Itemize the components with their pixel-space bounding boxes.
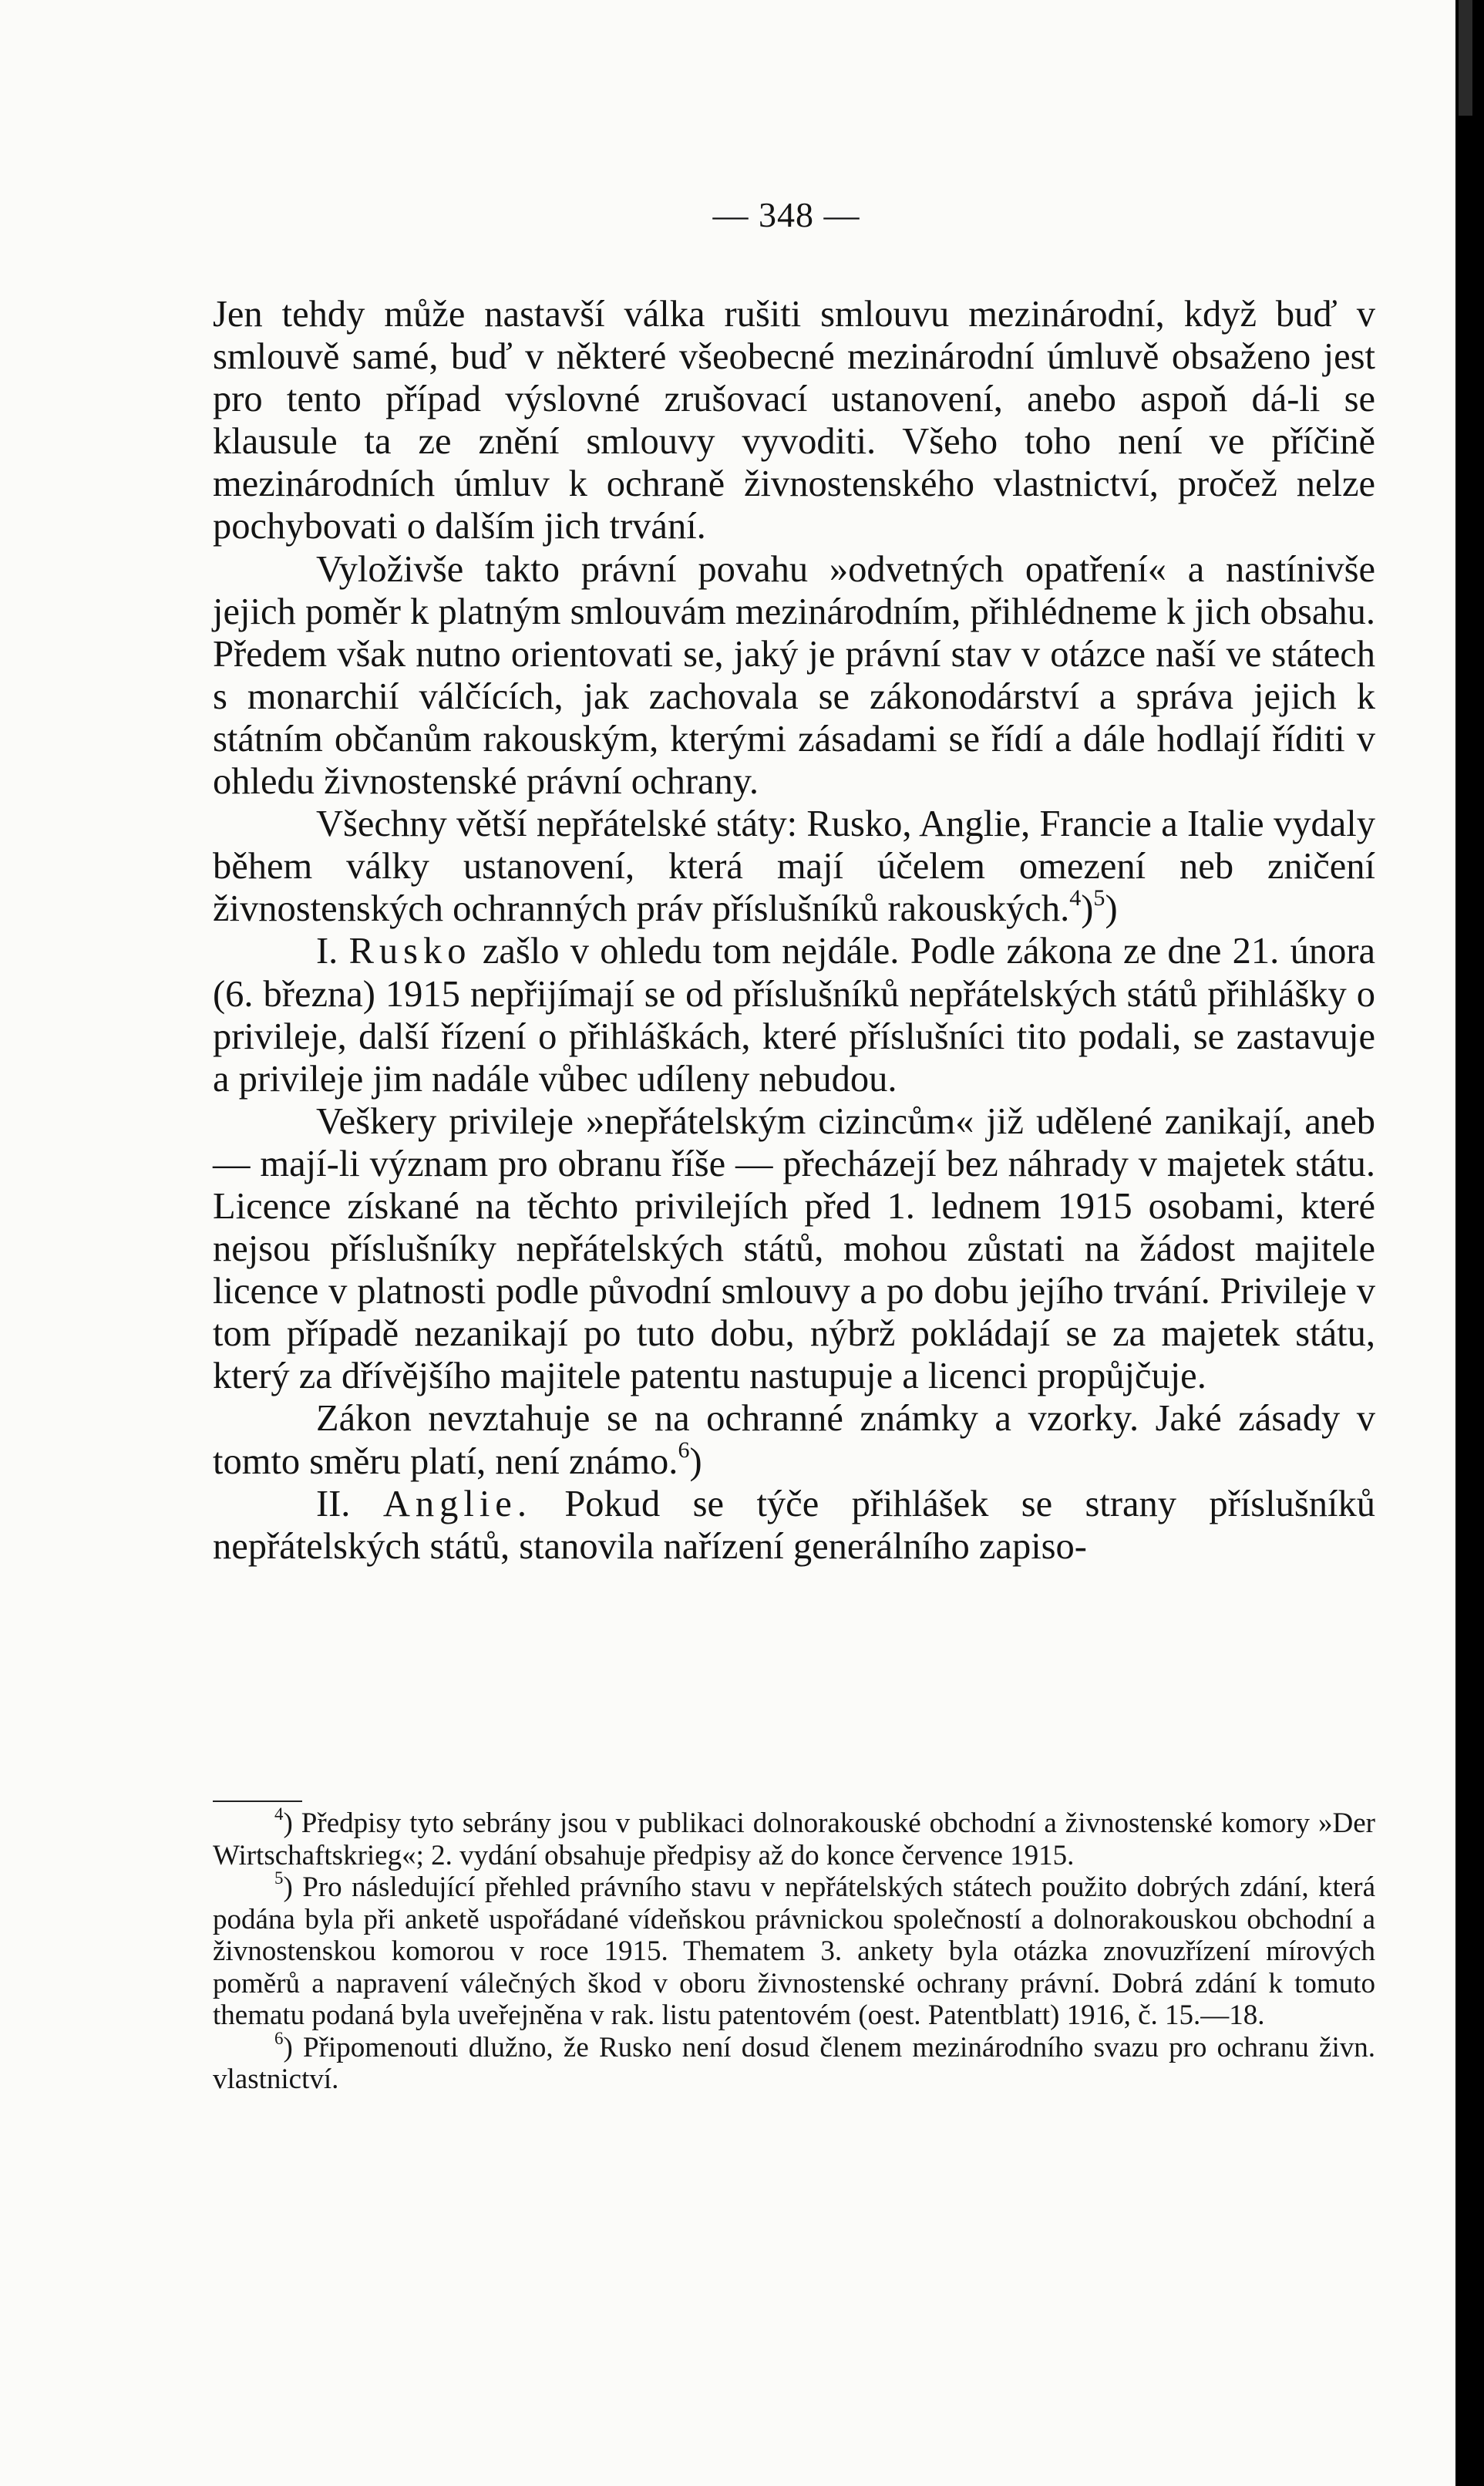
footnote-6: $^6$) Připomenouti dlužno, že Rusko není dosud členem mezinárodního svazu pro ochranu živn. vlastnictví. bbox=[213, 2028, 1375, 2095]
footnote-5-mark: 5 bbox=[274, 1868, 284, 1888]
footnote-6-mark: 6 bbox=[274, 2028, 284, 2048]
paragraph-7-text: Pokud se týče přihlášek se strany příslušníků nepřátelských států, stanovila nařízení generálního zapiso- bbox=[213, 1483, 1375, 1567]
footnote-4-mark: 4 bbox=[274, 1804, 284, 1824]
paragraph-1 bbox=[213, 293, 1375, 548]
section-name-russia: Rusko bbox=[348, 931, 472, 972]
paragraph-4-text: zašlo v ohledu tom nejdále. Podle zákona ze dne 21. února (6. března) 1915 nepřijímají se od příslušníků nepřátelských států přihlášky o privileje, další řízení o přihláškách, které příslušníci tito podali, se zastavuje a privileje jim nadále vůbec udíleny nebudou. bbox=[213, 931, 1376, 1100]
scan-edge-mark bbox=[1459, 0, 1472, 116]
paragraph-russia bbox=[213, 930, 1375, 1100]
paragraph-2 bbox=[213, 548, 1375, 803]
section-number-2: II. bbox=[316, 1483, 351, 1524]
footnotes bbox=[213, 1804, 1375, 2096]
paragraph-6-text: Zákon nevztahuje se na ochranné známky a vzorky. Jaké zásady v tomto směru platí, není známo. bbox=[213, 1398, 1375, 1482]
paragraph-5-text: Veškery privileje »nepřátelským cizincům« již udělené zanikají, aneb — mají-li význam pro obranu říše — přecházejí bez náhrady v majetek státu. Licence získané na těchto privilejích před 1. lednem 1915 osobami, které nejsou příslušníky nepřátelských států, mohou zůstati na žádost majitele licence v platnosti podle původní smlouvy a po dobu jejího trvání. Privileje v tom případě nezanikají po tuto dobu, nýbrž pokládají se za majetek státu, který za dřívějšího majitele patentu nastupuje a licenci propůjčuje. bbox=[213, 1100, 1375, 1397]
paragraph-england bbox=[213, 1483, 1375, 1568]
section-number-1: I. bbox=[316, 931, 338, 972]
paragraph-6: Zákon nevztahuje se na ochranné známky a vzorky. Jaké zásady v tomto směru platí, není známo.$^6$) bbox=[213, 1398, 1375, 1482]
body-text bbox=[213, 293, 1375, 1568]
section-name-england: Anglie. bbox=[382, 1483, 532, 1524]
footnote-4: $^4$) Předpisy tyto sebrány jsou v publikaci dolnorakouské obchodní a živnostenské komory »Der Wirtschaftskrieg«; 2. vydání obsahuje předpisy až do konce července 1915. bbox=[213, 1804, 1375, 1871]
footnote-4-text: Předpisy tyto sebrány jsou v publikaci dolnorakouské obchodní a živnostenské komory »Der Wirtschaftskrieg«; 2. vydání obsahuje předpisy až do konce července 1915. bbox=[213, 1807, 1375, 1871]
paragraph-2-text: Vyloživše takto právní povahu »odvetných opatření« a nastínivše jejich poměr k platným smlouvám mezinárodním, přihlédneme k jich obsahu. Předem však nutno orientovati se, jaký je právní stav v otázce naší ve státech s monarchií válčících, jak zachovala se zákonodárství a správa jejich k státním občanům rakouským, kterými zásadami se řídí a dále hodlají říditi v ohledu živnostenské právní ochrany. bbox=[213, 548, 1375, 803]
footnote-5: $^5$) Pro následující přehled právního stavu v nepřátelských státech použito dobrých zdání, která podána byla při anketě uspořádané vídeňskou právnickou společností a dolnorakouskou obchodní a živnostenskou komorou v roce 1915. Thematem 3. ankety byla otázka znovuzřízení mírových poměrů a napravení válečných škod v oboru živnostenské ochrany právní. Dobrá zdání k tomuto thematu podaná byla uveřejněna v rak. listu patentovém (oest. Patentblatt) 1916, č. 15.—18. bbox=[213, 1868, 1375, 2031]
footnote-divider bbox=[213, 1800, 302, 1802]
footnote-6-text: Připomenouti dlužno, že Rusko není dosud členem mezinárodního svazu pro ochranu živn. vlastnictví. bbox=[213, 2031, 1375, 2095]
paragraph-1-text: Jen tehdy může nastavší válka rušiti smlouvu mezinárodní, když buď v smlouvě samé, buď v některé všeobecné mezinárodní úmluvě obsaženo jest pro tento případ výslovné zrušovací ustanovení, anebo aspoň dá-li se klausule ta ze znění smlouvy vyvoditi. Všeho toho není ve příčině mezinárodních úmluv k ochraně živnostenského vlastnictví, pročež nelze pochybovati o dalším jich trvání. bbox=[213, 294, 1375, 547]
paragraph-3: Všechny větší nepřátelské státy: Rusko, Anglie, Francie a Italie vydaly během války ustanovení, která mají účelem omezení neb zničení živnostenských ochranných práv příslušníků rakouských.$^4$)$^5$) bbox=[213, 803, 1375, 930]
footnote-ref-6: 6 bbox=[678, 1437, 690, 1464]
paragraph-3-text: Všechny větší nepřátelské státy: Rusko, Anglie, Francie a Italie vydaly během války ustanovení, která mají účelem omezení neb zničení živnostenských ochranných práv příslušníků rakouských. bbox=[213, 803, 1375, 930]
footnote-5-text: Pro následující přehled právního stavu v nepřátelských státech použito dobrých zdání, která podána byla při anketě uspořádané vídeňskou právnickou společností a dolnorakouskou obchodní a živnostenskou komorou v roce 1915. Thematem 3. ankety byla otázka znovuzřízení mírových poměrů a napravení válečných škod v oboru živnostenské ochrany právní. Dobrá zdání k tomuto thematu podaná byla uveřejněna v rak. listu patentovém (oest. Patentblatt) 1916, č. 15.—18. bbox=[213, 1871, 1375, 2031]
footnote-ref-5: 5 bbox=[1093, 884, 1105, 911]
footnote-ref-4: 4 bbox=[1069, 884, 1082, 911]
page-number: — 348 — bbox=[712, 195, 860, 234]
paragraph-5 bbox=[213, 1100, 1375, 1398]
